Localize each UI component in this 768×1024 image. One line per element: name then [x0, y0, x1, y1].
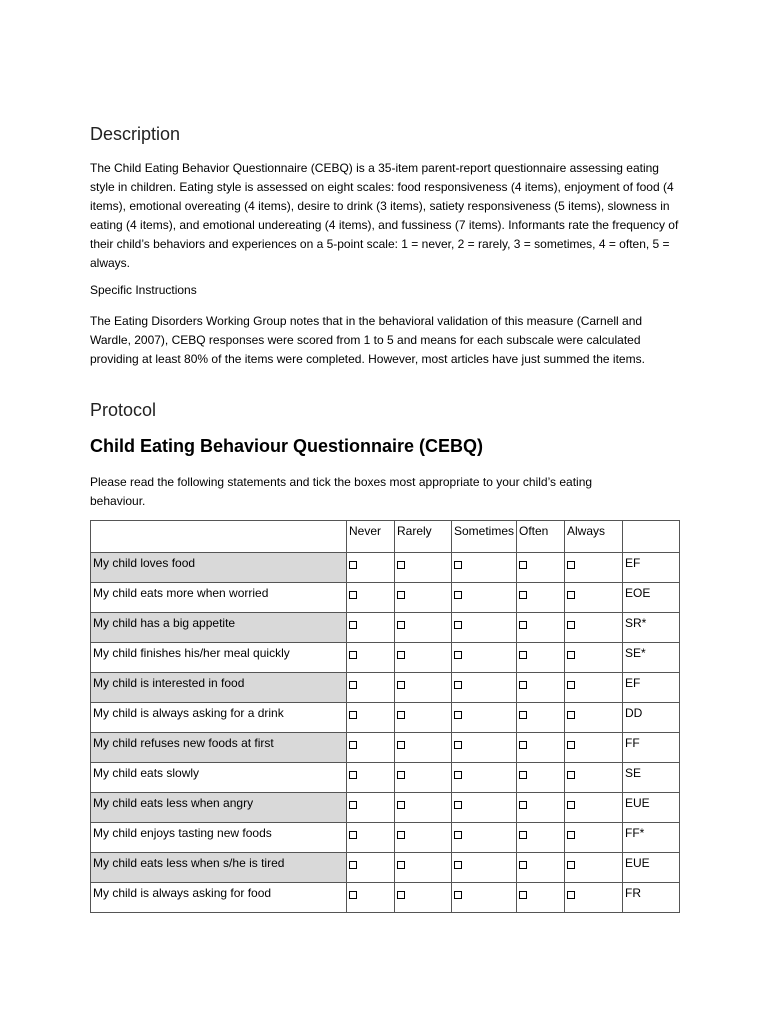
statement-cell: My child refuses new foods at first: [91, 733, 347, 763]
table-row: [91, 793, 680, 823]
always-checkbox[interactable]: [567, 771, 575, 779]
subscale-code-cell: EUE: [623, 853, 680, 883]
often-cell: [517, 763, 565, 793]
rarely-cell: [395, 823, 452, 853]
often-cell: [517, 673, 565, 703]
statement-cell: My child eats less when angry: [91, 793, 347, 823]
often-cell: [517, 853, 565, 883]
sometimes-cell: [452, 883, 517, 913]
header-often: Often: [517, 521, 565, 553]
often-cell: [517, 733, 565, 763]
often-checkbox[interactable]: [519, 861, 527, 869]
sometimes-checkbox[interactable]: [454, 831, 462, 839]
rarely-cell: [395, 883, 452, 913]
subscale-code-cell: EF: [623, 673, 680, 703]
never-checkbox[interactable]: [349, 651, 357, 659]
statement-cell: My child finishes his/her meal quickly: [91, 643, 347, 673]
always-checkbox[interactable]: [567, 861, 575, 869]
always-checkbox[interactable]: [567, 681, 575, 689]
always-checkbox[interactable]: [567, 591, 575, 599]
specific-instructions-paragraph: The Eating Disorders Working Group notes that in the behavioral validation of this measure (Carnell and Wardle, 2007), CEBQ responses were scored from 1 to 5 and means for each subscale were calculated providing at least 80% of the items were completed. However, most articles have just summed the items.: [90, 314, 645, 366]
sometimes-checkbox[interactable]: [454, 681, 462, 689]
statement-cell: My child is always asking for a drink: [91, 703, 347, 733]
header-code: [623, 521, 680, 553]
rarely-checkbox[interactable]: [397, 621, 405, 629]
subscale-code-cell: FF*: [623, 823, 680, 853]
subscale-code-cell: SR*: [623, 613, 680, 643]
rarely-checkbox[interactable]: [397, 861, 405, 869]
rarely-cell: [395, 763, 452, 793]
often-checkbox[interactable]: [519, 711, 527, 719]
rarely-cell: [395, 703, 452, 733]
often-cell: [517, 553, 565, 583]
header-always: Always: [565, 521, 623, 553]
subscale-code-cell: EOE: [623, 583, 680, 613]
rarely-checkbox[interactable]: [397, 711, 405, 719]
often-checkbox[interactable]: [519, 891, 527, 899]
always-cell: [565, 703, 623, 733]
subscale-code-cell: SE: [623, 763, 680, 793]
statement-cell: My child eats more when worried: [91, 583, 347, 613]
always-cell: [565, 763, 623, 793]
table-row: [91, 823, 680, 853]
sometimes-checkbox[interactable]: [454, 711, 462, 719]
rarely-checkbox[interactable]: [397, 891, 405, 899]
rarely-checkbox[interactable]: [397, 831, 405, 839]
rarely-checkbox[interactable]: [397, 591, 405, 599]
never-cell: [347, 553, 395, 583]
sometimes-cell: [452, 643, 517, 673]
table-row: [91, 763, 680, 793]
rarely-checkbox[interactable]: [397, 741, 405, 749]
sometimes-cell: [452, 703, 517, 733]
table-row: [91, 703, 680, 733]
protocol-heading: Protocol: [90, 400, 157, 420]
subscale-code-cell: DD: [623, 703, 680, 733]
sometimes-cell: [452, 553, 517, 583]
table-header-row: [91, 521, 680, 553]
always-checkbox[interactable]: [567, 621, 575, 629]
sometimes-checkbox[interactable]: [454, 801, 462, 809]
statement-cell: My child eats less when s/he is tired: [91, 853, 347, 883]
statement-cell: My child has a big appetite: [91, 613, 347, 643]
subscale-code-cell: SE*: [623, 643, 680, 673]
often-cell: [517, 703, 565, 733]
table-row: [91, 853, 680, 883]
rarely-checkbox[interactable]: [397, 801, 405, 809]
never-cell: [347, 883, 395, 913]
never-cell: [347, 733, 395, 763]
never-checkbox[interactable]: [349, 711, 357, 719]
sometimes-checkbox[interactable]: [454, 741, 462, 749]
questionnaire-instructions: Please read the following statements and tick the boxes most appropriate to your child’s eating behaviour.: [90, 475, 593, 508]
never-checkbox[interactable]: [349, 771, 357, 779]
never-checkbox[interactable]: [349, 801, 357, 809]
always-cell: [565, 853, 623, 883]
always-checkbox[interactable]: [567, 831, 575, 839]
never-cell: [347, 703, 395, 733]
always-checkbox[interactable]: [567, 561, 575, 569]
header-statement: [91, 521, 347, 553]
sometimes-checkbox[interactable]: [454, 561, 462, 569]
never-cell: [347, 823, 395, 853]
never-cell: [347, 673, 395, 703]
often-checkbox[interactable]: [519, 681, 527, 689]
table-row: [91, 613, 680, 643]
statement-cell: My child eats slowly: [91, 763, 347, 793]
sometimes-checkbox[interactable]: [454, 651, 462, 659]
often-checkbox[interactable]: [519, 621, 527, 629]
always-checkbox[interactable]: [567, 891, 575, 899]
rarely-cell: [395, 643, 452, 673]
sometimes-checkbox[interactable]: [454, 591, 462, 599]
never-cell: [347, 853, 395, 883]
table-row: [91, 733, 680, 763]
always-cell: [565, 673, 623, 703]
often-checkbox[interactable]: [519, 741, 527, 749]
questionnaire-title: Child Eating Behaviour Questionnaire (CEBQ): [90, 436, 484, 456]
rarely-cell: [395, 793, 452, 823]
sometimes-cell: [452, 853, 517, 883]
never-cell: [347, 613, 395, 643]
often-cell: [517, 613, 565, 643]
always-checkbox[interactable]: [567, 741, 575, 749]
often-cell: [517, 823, 565, 853]
rarely-cell: [395, 853, 452, 883]
rarely-checkbox[interactable]: [397, 771, 405, 779]
rarely-checkbox[interactable]: [397, 651, 405, 659]
header-sometimes: Sometimes: [452, 521, 517, 553]
subscale-code-cell: FR: [623, 883, 680, 913]
table-row: [91, 673, 680, 703]
always-cell: [565, 643, 623, 673]
statement-cell: My child loves food: [91, 553, 347, 583]
rarely-checkbox[interactable]: [397, 561, 405, 569]
description-paragraph: The Child Eating Behavior Questionnaire (CEBQ) is a 35-item parent-report questionnaire assessing eating style in children. Eating style is assessed on eight scales: food responsiveness (4 items), enjoyment of food (4 items), emotional overeating (4 items), desire to drink (3 items), satiety responsiveness (5 items), slowness in eating (4 items), and emotional undereating (4 items), and fussiness (7 items). Informants rate the frequency of their child’s behaviors and experiences on a 5-point scale: 1 = never, 2 = rarely, 3 = sometimes, 4 = often, 5 = always.: [90, 161, 679, 270]
often-checkbox[interactable]: [519, 561, 527, 569]
description-heading: Description: [90, 124, 181, 144]
always-cell: [565, 883, 623, 913]
sometimes-cell: [452, 673, 517, 703]
sometimes-checkbox[interactable]: [454, 771, 462, 779]
always-checkbox[interactable]: [567, 651, 575, 659]
sometimes-cell: [452, 793, 517, 823]
rarely-cell: [395, 553, 452, 583]
sometimes-cell: [452, 583, 517, 613]
subscale-code-cell: EF: [623, 553, 680, 583]
always-checkbox[interactable]: [567, 711, 575, 719]
sometimes-cell: [452, 823, 517, 853]
sometimes-checkbox[interactable]: [454, 861, 462, 869]
table-row: [91, 643, 680, 673]
rarely-cell: [395, 733, 452, 763]
rarely-cell: [395, 583, 452, 613]
rarely-cell: [395, 613, 452, 643]
never-checkbox[interactable]: [349, 681, 357, 689]
sometimes-cell: [452, 613, 517, 643]
rarely-cell: [395, 673, 452, 703]
always-cell: [565, 553, 623, 583]
always-checkbox[interactable]: [567, 801, 575, 809]
never-checkbox[interactable]: [349, 561, 357, 569]
always-cell: [565, 823, 623, 853]
often-checkbox[interactable]: [519, 591, 527, 599]
always-cell: [565, 613, 623, 643]
never-cell: [347, 793, 395, 823]
sometimes-checkbox[interactable]: [454, 891, 462, 899]
statement-cell: My child is always asking for food: [91, 883, 347, 913]
table-row: [91, 583, 680, 613]
header-rarely: Rarely: [395, 521, 452, 553]
specific-instructions-heading: Specific Instructions: [90, 283, 197, 297]
header-never: Never: [347, 521, 395, 553]
never-checkbox[interactable]: [349, 591, 357, 599]
often-checkbox[interactable]: [519, 771, 527, 779]
never-cell: [347, 583, 395, 613]
often-cell: [517, 583, 565, 613]
questionnaire-table: [90, 520, 680, 913]
rarely-checkbox[interactable]: [397, 681, 405, 689]
subscale-code-cell: EUE: [623, 793, 680, 823]
never-cell: [347, 763, 395, 793]
statement-cell: My child is interested in food: [91, 673, 347, 703]
never-checkbox[interactable]: [349, 831, 357, 839]
table-row: [91, 883, 680, 913]
statement-cell: My child enjoys tasting new foods: [91, 823, 347, 853]
never-checkbox[interactable]: [349, 891, 357, 899]
always-cell: [565, 733, 623, 763]
never-cell: [347, 643, 395, 673]
subscale-code-cell: FF: [623, 733, 680, 763]
never-checkbox[interactable]: [349, 741, 357, 749]
never-checkbox[interactable]: [349, 861, 357, 869]
sometimes-cell: [452, 733, 517, 763]
sometimes-cell: [452, 763, 517, 793]
table-row: [91, 553, 680, 583]
never-checkbox[interactable]: [349, 621, 357, 629]
always-cell: [565, 583, 623, 613]
always-cell: [565, 793, 623, 823]
often-cell: [517, 883, 565, 913]
often-cell: [517, 643, 565, 673]
sometimes-checkbox[interactable]: [454, 621, 462, 629]
often-checkbox[interactable]: [519, 801, 527, 809]
often-cell: [517, 793, 565, 823]
often-checkbox[interactable]: [519, 651, 527, 659]
often-checkbox[interactable]: [519, 831, 527, 839]
